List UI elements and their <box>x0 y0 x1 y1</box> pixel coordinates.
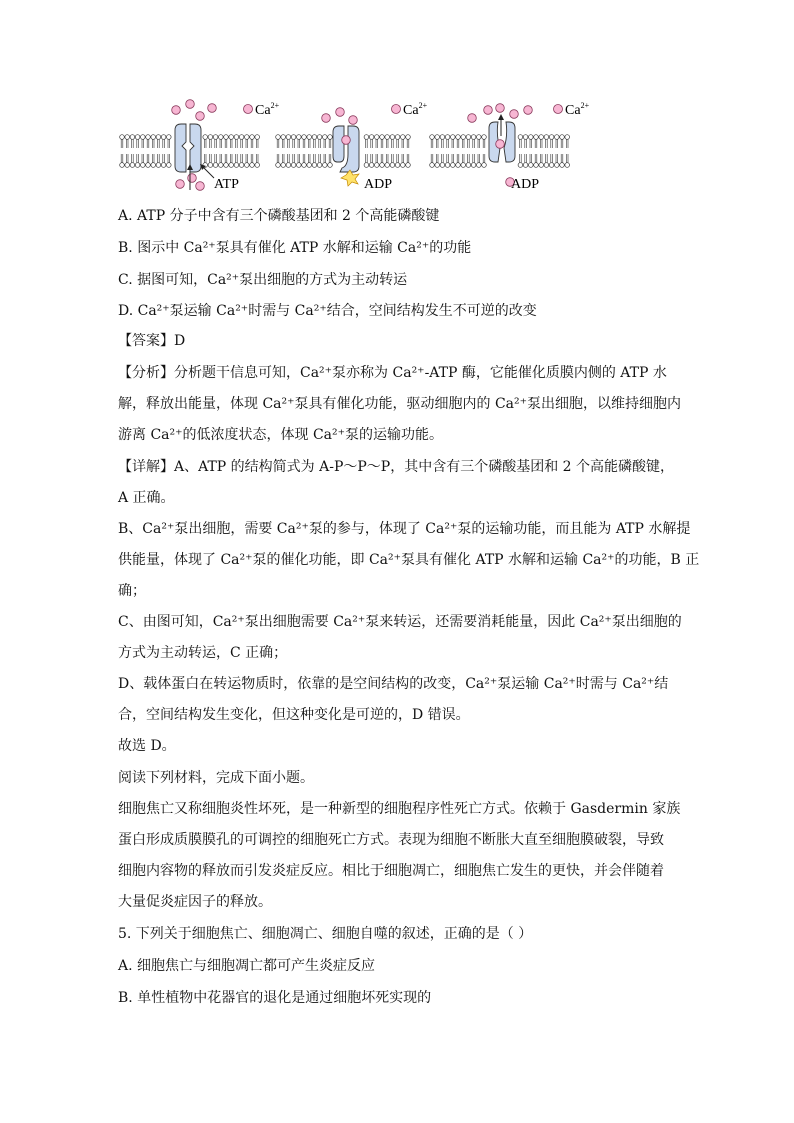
phospholipid <box>135 154 140 167</box>
phospholipid <box>317 154 322 167</box>
phospholipid <box>302 135 307 148</box>
phospholipid <box>151 154 156 167</box>
phospholipid <box>239 154 244 167</box>
phospholipid <box>560 135 565 148</box>
phospholipid <box>385 154 390 167</box>
ca-ion <box>496 104 505 113</box>
phospholipid <box>477 135 482 148</box>
phospholipid <box>250 154 255 167</box>
phospholipid <box>161 135 166 148</box>
phospholipid <box>245 154 250 167</box>
phospholipid <box>380 154 385 167</box>
phospholipid <box>375 135 380 148</box>
material-line: 蛋白形成质膜膜孔的可调控的细胞死亡方式。表现为细胞不断胀大直至细胞膜破裂，导致 <box>118 832 664 848</box>
material-line: 大量促炎症因子的释放。 <box>118 894 272 910</box>
phospholipid <box>518 154 523 167</box>
phospholipid <box>369 135 374 148</box>
phospholipid <box>471 154 476 167</box>
ca-ion <box>172 106 181 115</box>
phospholipid <box>291 135 296 148</box>
phospholipid <box>146 154 151 167</box>
phospholipid <box>141 154 146 167</box>
ca-ion <box>336 108 345 117</box>
analysis-line: 【分析】分析题干信息可知，Ca²⁺泵亦称为 Ca²⁺-ATP 酶，它能催化质膜内侧的 ATP 水 <box>118 365 667 381</box>
phospholipid <box>255 154 260 167</box>
phospholipid <box>544 154 549 167</box>
ca-pump-protein <box>333 126 359 172</box>
phospholipid <box>401 154 406 167</box>
phospholipid <box>255 135 260 148</box>
phospholipid <box>375 154 380 167</box>
phospholipid <box>208 154 213 167</box>
question-5: 5. 下列关于细胞焦亡、细胞凋亡、细胞自噬的叙述，正确的是（ ） <box>118 926 533 942</box>
phospholipid <box>120 154 125 167</box>
phospholipid <box>328 135 333 148</box>
phospholipid <box>435 135 440 148</box>
phospholipid <box>213 154 218 167</box>
phospholipid <box>307 154 312 167</box>
phospholipid <box>534 154 539 167</box>
ca-ion <box>176 180 185 189</box>
ca-ion-icon <box>244 105 253 114</box>
phospholipid <box>435 154 440 167</box>
phospholipid <box>477 154 482 167</box>
phospholipid <box>451 135 456 148</box>
phospholipid <box>219 154 224 167</box>
phospholipid <box>523 154 528 167</box>
phospholipid <box>430 154 435 167</box>
analysis-paragraph <box>118 358 682 451</box>
phospholipid <box>297 154 302 167</box>
phospholipid <box>291 154 296 167</box>
detail-line: B、Ca²⁺泵出细胞，需要 Ca²⁺泵的参与，体现了 Ca²⁺泵的运输功能，而且能为 ATP 水解提 <box>118 521 691 537</box>
phospholipid <box>482 135 487 148</box>
phospholipid <box>312 135 317 148</box>
ca-ion <box>196 182 205 191</box>
phospholipid <box>156 135 161 148</box>
phospholipid <box>555 154 560 167</box>
phospholipid <box>364 135 369 148</box>
phospholipid <box>456 135 461 148</box>
phospholipid <box>560 154 565 167</box>
phospholipid <box>456 154 461 167</box>
phospholipid <box>364 154 369 167</box>
phospholipid <box>234 154 239 167</box>
phospholipid <box>307 135 312 148</box>
phospholipid <box>146 135 151 148</box>
phospholipid <box>245 135 250 148</box>
phospholipid <box>549 135 554 148</box>
phospholipid <box>466 154 471 167</box>
phospholipid <box>406 135 411 148</box>
option-c: C. 据图可知，Ca²⁺泵出细胞的方式为主动转运 <box>118 272 408 288</box>
phospholipid <box>286 135 291 148</box>
phospholipid <box>208 135 213 148</box>
phospholipid <box>120 135 125 148</box>
phospholipid <box>440 135 445 148</box>
ca-ion <box>186 100 195 109</box>
ca-ion-icon <box>554 105 563 114</box>
answer: 【答案】D <box>118 333 186 349</box>
phospholipid <box>135 135 140 148</box>
phospholipid <box>281 135 286 148</box>
detail-line: 供能量，体现了 Ca²⁺泵的催化功能，即 Ca²⁺泵具有催化 ATP 水解和运输 Ca²⁺的功能，B 正 <box>118 552 700 568</box>
phospholipid <box>276 135 281 148</box>
phospholipid <box>539 135 544 148</box>
detail-line: 【详解】A、ATP 的结构简式为 A-P～P～P，其中含有三个磷酸基团和 2 个高能磷酸键， <box>118 459 675 475</box>
phospholipid <box>297 135 302 148</box>
ca-ion <box>322 114 331 123</box>
ca-ion <box>188 174 197 183</box>
phospholipid <box>229 135 234 148</box>
phospholipid <box>445 154 450 167</box>
ca-ion-icon <box>392 105 401 114</box>
phospholipid <box>461 154 466 167</box>
ca-ion <box>496 140 505 149</box>
analysis-line: 游离 Ca²⁺的低浓度状态，体现 Ca²⁺泵的运输功能。 <box>118 427 444 443</box>
phospholipid <box>125 135 130 148</box>
phospholipid <box>302 154 307 167</box>
phospholipid <box>130 154 135 167</box>
phospholipid <box>141 135 146 148</box>
ca-ion <box>342 136 351 145</box>
phospholipid <box>395 135 400 148</box>
ca-ion <box>510 110 519 119</box>
ion-label-2: $Ca^{2+}$ <box>403 101 428 118</box>
phospholipid <box>156 154 161 167</box>
phospholipid <box>445 135 450 148</box>
phospholipid <box>167 154 172 167</box>
material-line: 细胞内容物的释放而引发炎症反应。相比于细胞凋亡，细胞焦亡发生的更快，并会伴随着 <box>118 863 664 879</box>
phospholipid <box>529 154 534 167</box>
phospholipid <box>234 135 239 148</box>
phospholipid <box>390 135 395 148</box>
panel2-adp-label: ADP <box>364 177 393 192</box>
panel3-adp-label: ADP <box>511 177 540 192</box>
phospholipid <box>276 154 281 167</box>
phospholipid <box>555 135 560 148</box>
phospholipid <box>430 135 435 148</box>
phospholipid <box>239 135 244 148</box>
phospholipid <box>369 154 374 167</box>
phospholipid <box>390 154 395 167</box>
phospholipid <box>534 135 539 148</box>
ca-ion <box>349 116 358 125</box>
detail-paragraph <box>118 452 700 762</box>
phospholipid <box>440 154 445 167</box>
phospholipid <box>323 135 328 148</box>
phospholipid <box>401 135 406 148</box>
phospholipid <box>323 154 328 167</box>
ca-ion <box>208 104 217 113</box>
detail-line: 故选 D。 <box>118 738 176 754</box>
phospholipid <box>125 154 130 167</box>
phospholipid <box>385 135 390 148</box>
q5-option-a: A. 细胞焦亡与细胞凋亡都可产生炎症反应 <box>118 958 376 974</box>
phospholipid <box>328 154 333 167</box>
phospholipid <box>219 135 224 148</box>
phospholipid <box>565 135 570 148</box>
phospholipid <box>380 135 385 148</box>
phospholipid <box>451 154 456 167</box>
panel1-atp-label: ATP <box>214 177 239 192</box>
phospholipid <box>229 154 234 167</box>
phospholipid <box>213 135 218 148</box>
reading-intro-text: 阅读下列材料，完成下面小题。 <box>118 770 314 786</box>
phospholipid <box>565 154 570 167</box>
phospholipid <box>549 154 554 167</box>
q5-option-b: B. 单性植物中花器官的退化是通过细胞坏死实现的 <box>118 990 432 1006</box>
phospholipid <box>130 135 135 148</box>
phospholipid <box>461 135 466 148</box>
ca-pump-figure <box>118 96 608 198</box>
phospholipid <box>529 135 534 148</box>
phospholipid <box>224 135 229 148</box>
phospholipid <box>167 135 172 148</box>
phospholipid <box>286 154 291 167</box>
option-b: B. 图示中 Ca²⁺泵具有催化 ATP 水解和运输 Ca²⁺的功能 <box>118 240 472 256</box>
detail-line: C、由图可知，Ca²⁺泵出细胞需要 Ca²⁺泵来转运，还需要消耗能量，因此 Ca²⁺泵出细胞的 <box>118 614 682 630</box>
phospholipid <box>203 135 208 148</box>
detail-line: D、载体蛋白在转运物质时，依靠的是空间结构的改变，Ca²⁺泵运输 Ca²⁺时需与 Ca²⁺结 <box>118 676 669 692</box>
phospholipid <box>523 135 528 148</box>
ca-ion <box>484 106 493 115</box>
phospholipid <box>466 135 471 148</box>
reading-intro <box>118 763 678 794</box>
phospholipid <box>406 154 411 167</box>
ca-ion <box>468 114 477 123</box>
detail-line: A 正确。 <box>118 490 175 506</box>
ca-pump-protein <box>175 124 201 172</box>
phospholipid <box>395 154 400 167</box>
detail-line: 确； <box>118 583 146 599</box>
phospholipid <box>161 154 166 167</box>
analysis-line: 解，释放出能量，体现 Ca²⁺泵具有催化功能，驱动细胞内的 Ca²⁺泵出细胞，以维持细胞内 <box>118 396 682 412</box>
detail-line: 方式为主动转运，C 正确； <box>118 645 288 661</box>
phospholipid <box>471 135 476 148</box>
phospholipid <box>312 154 317 167</box>
phospholipid <box>224 154 229 167</box>
ca-ion <box>524 106 533 115</box>
phospholipid <box>544 135 549 148</box>
phospholipid <box>317 135 322 148</box>
phospholipid <box>151 135 156 148</box>
ion-label-3: $Ca^{2+}$ <box>565 101 590 118</box>
phospholipid <box>281 154 286 167</box>
material-line: 细胞焦亡又称细胞炎性坏死，是一种新型的细胞程序性死亡方式。依赖于 Gasdermin 家族 <box>118 801 681 817</box>
phospholipid <box>518 135 523 148</box>
phospholipid <box>250 135 255 148</box>
ca-ion <box>196 112 205 121</box>
ion-label-1: $Ca^{2+}$ <box>255 101 280 118</box>
phospholipid <box>482 154 487 167</box>
phospholipid <box>539 154 544 167</box>
option-d: D. Ca²⁺泵运输 Ca²⁺时需与 Ca²⁺结合，空间结构发生不可逆的改变 <box>118 303 537 319</box>
detail-line: 合，空间结构发生变化，但这种变化是可逆的，D 错误。 <box>118 707 470 723</box>
option-a: A. ATP 分子中含有三个磷酸基团和 2 个高能磷酸键 <box>118 208 440 224</box>
material-paragraph <box>118 794 681 918</box>
